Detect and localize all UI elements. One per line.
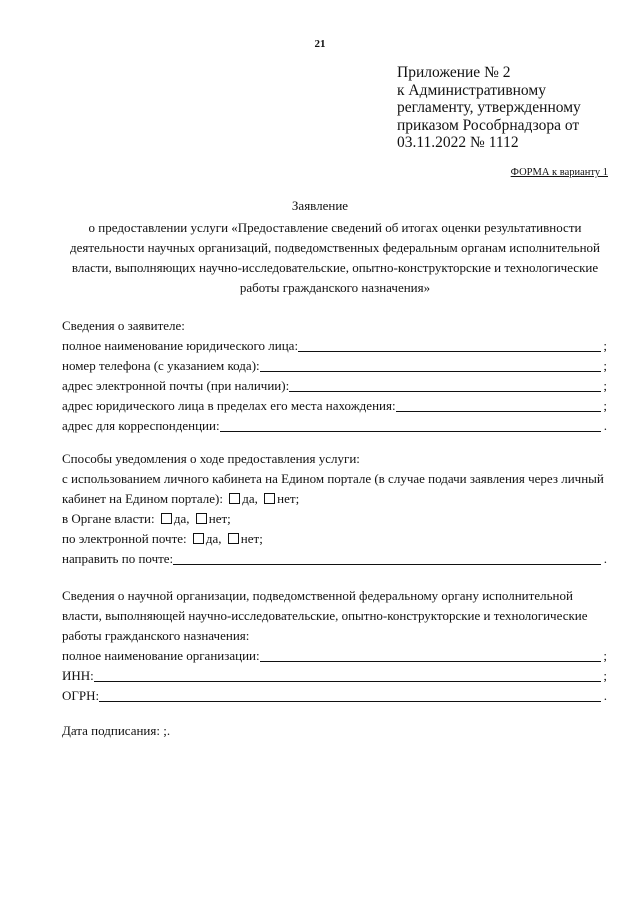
applicant-heading: Сведения о заявителе: [62,318,185,333]
field-end: . [603,551,607,566]
correspondence-address-field[interactable] [62,416,607,436]
email-yes-checkbox[interactable] [193,533,204,544]
ogrn-field[interactable] [62,686,607,706]
email-no-checkbox[interactable] [228,533,239,544]
email-text: по электронной почте: [62,531,187,546]
portal-yes-checkbox[interactable] [229,493,240,504]
field-label: номер телефона (с указанием кода): [62,358,260,373]
appendix-line: Приложение № 2 [397,64,511,81]
fill-line[interactable] [99,701,601,702]
portal-text: с использованием личного кабинета на Едином портале (в случае подачи заявления через личный кабинет на Едином портале): [62,471,604,506]
inn-field[interactable] [62,666,607,686]
field-end: . [603,688,607,703]
organ-text: в Органе власти: [62,511,155,526]
fill-line[interactable] [289,391,601,392]
appendix-block [397,64,622,152]
field-label: адрес юридического лица в пределах его места нахождения: [62,398,396,413]
yes-label: да, [173,511,190,526]
field-end: . [603,418,607,433]
yes-label: да, [242,491,258,506]
no-label: нет; [240,531,263,546]
appendix-line: регламенту, утвержденному [397,99,581,116]
email-field[interactable] [62,376,607,396]
field-label: адрес электронной почты (при наличии): [62,378,290,393]
field-label: полное наименование организации: [62,648,260,663]
organization-section [62,586,607,706]
fill-line[interactable] [173,564,601,565]
no-label: нет; [277,491,300,506]
appendix-line: к Административному [397,81,546,99]
phone-field[interactable] [62,356,607,376]
organization-name-field[interactable] [62,646,607,666]
email-option [62,529,607,549]
field-end: ; [603,648,607,663]
notification-section [62,449,607,569]
field-end: ; [603,668,607,683]
fill-line[interactable] [94,681,601,682]
yes-label: да, [205,531,222,546]
organ-no-checkbox[interactable] [196,513,207,524]
field-label: ИНН: [62,668,94,683]
page-number: 21 [314,38,326,50]
field-label: адрес для корреспонденции: [62,418,220,433]
notification-heading: Способы уведомления о ходе предоставления услуги: [62,451,360,466]
organ-option [62,509,607,529]
appendix-line: приказом Рособрнадзора от [397,116,580,134]
document-subtitle: о предоставлении услуги «Предоставление сведений об итогах оценки результативности деятельности научных организаций, подведомственных федеральным органам исполнительной власти, выполняющих научно-исследовательские, опытно-конструкторские и технологические работы гражданского назначения» [69,220,601,295]
fill-line[interactable] [260,371,601,372]
field-label: направить по почте: [62,551,174,566]
fill-line[interactable] [220,431,601,432]
field-end: ; [603,378,607,393]
applicant-section [62,316,607,436]
fill-line[interactable] [298,351,601,352]
form-variant-label: ФОРМА к варианту 1 [510,167,608,178]
fill-line[interactable] [260,661,601,662]
no-label: нет; [208,511,231,526]
field-end: ; [603,398,607,413]
field-end: ; [603,338,607,353]
field-label: полное наименование юридического лица: [62,338,299,353]
mail-field[interactable] [62,549,607,569]
field-label: ОГРН: [62,688,100,703]
document-title: Заявление [291,198,349,213]
legal-address-field[interactable] [62,396,607,416]
portal-option [62,469,607,509]
organization-heading: Сведения о научной организации, подведомственной федеральному органу исполнительной власти, выполняющей научно-исследовательские, опытно-конструкторские и технологические работы гражданского назначения: [62,588,588,643]
legal-name-field[interactable] [62,336,607,356]
appendix-line: 03.11.2022 № 1112 [397,134,519,151]
portal-no-checkbox[interactable] [264,493,275,504]
field-end: ; [603,358,607,373]
signing-date: Дата подписания: ;. [62,723,171,738]
organ-yes-checkbox[interactable] [161,513,172,524]
fill-line[interactable] [396,411,601,412]
